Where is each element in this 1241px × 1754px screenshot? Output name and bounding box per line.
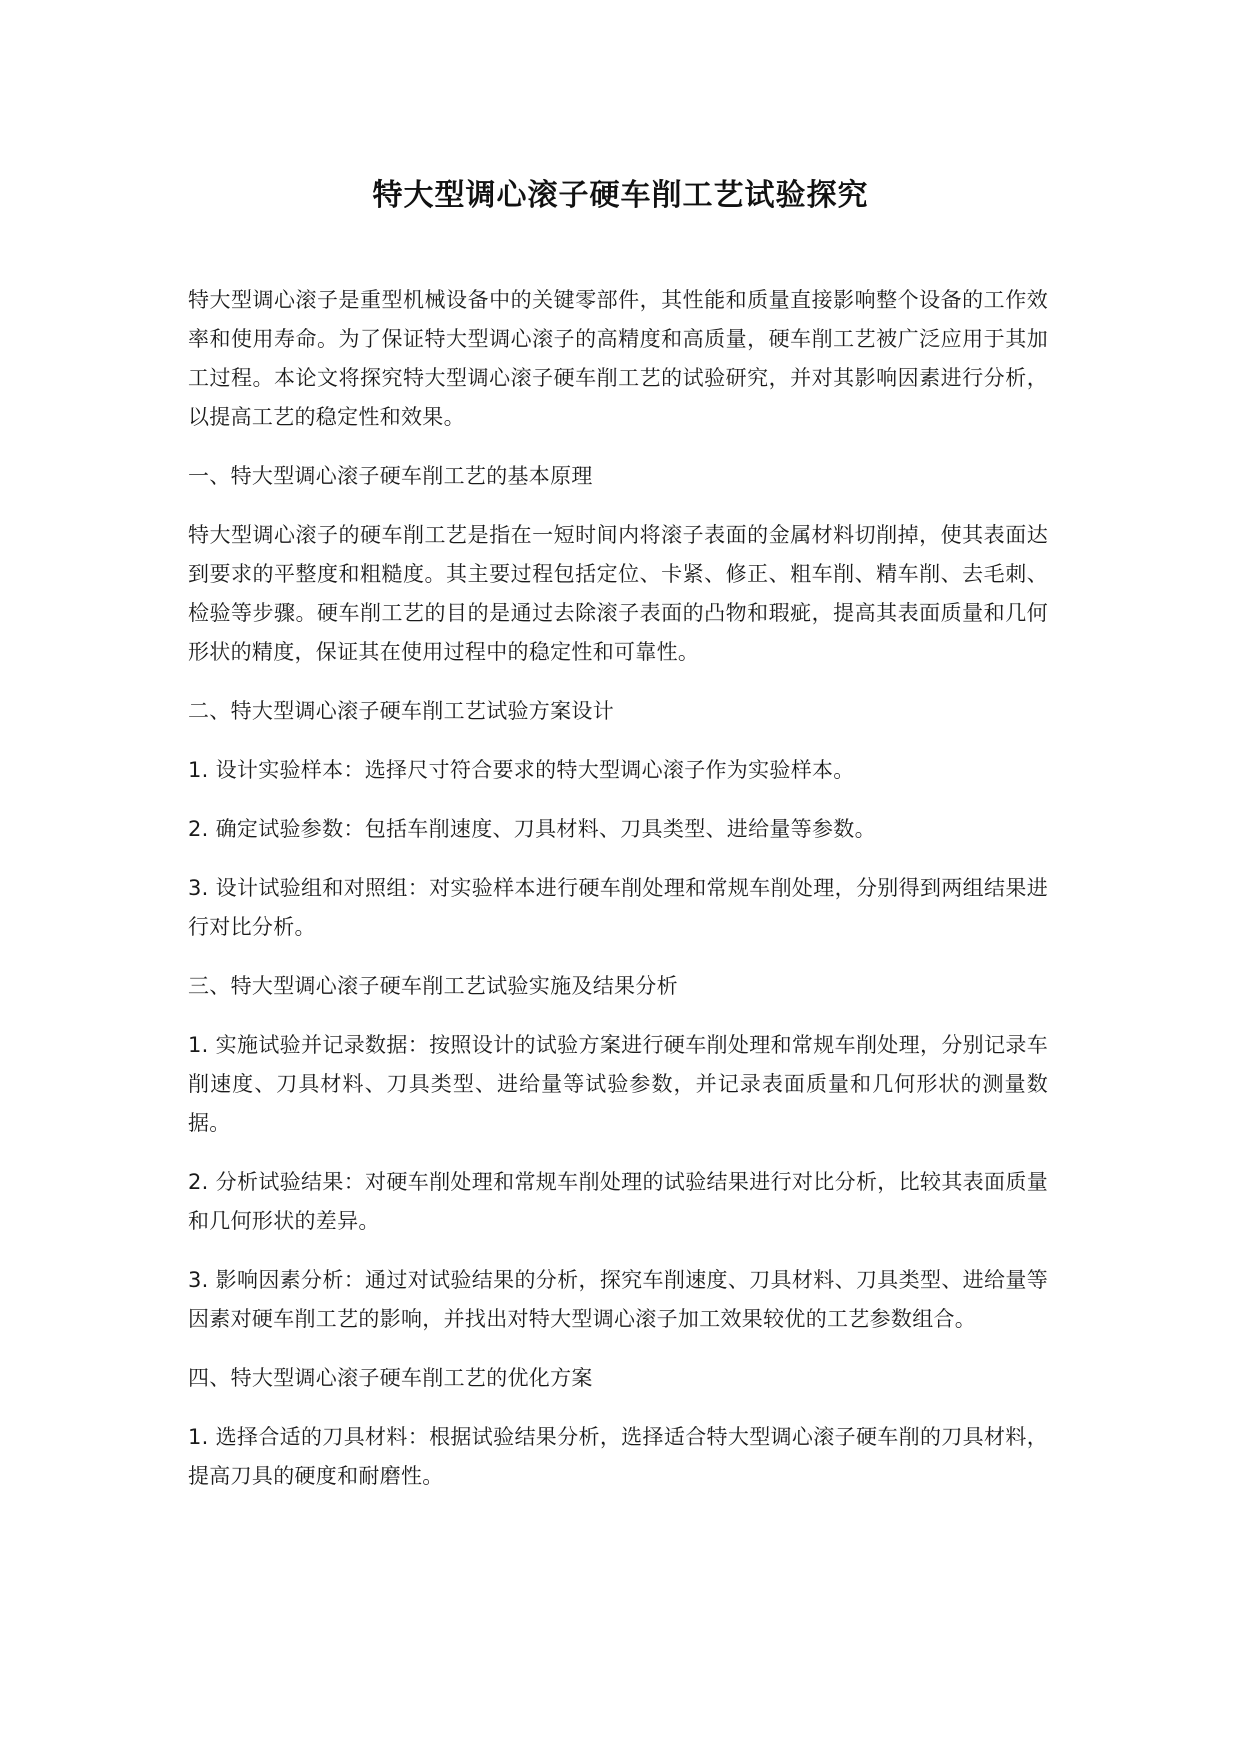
section-heading-2: 二、特大型调心滚子硬车削工艺试验方案设计: [188, 699, 614, 723]
document-title: 特大型调心滚子硬车削工艺试验探究: [372, 178, 869, 213]
section-heading-3: 三、特大型调心滚子硬车削工艺试验实施及结果分析: [188, 974, 678, 998]
list-item: 2. 分析试验结果：对硬车削处理和常规车削处理的试验结果进行对比分析，比较其表面质量和几何形状的差异。: [188, 1170, 1048, 1233]
list-item: 1. 实施试验并记录数据：按照设计的试验方案进行硬车削处理和常规车削处理，分别记录车削速度、刀具材料、刀具类型、进给量等试验参数，并记录表面质量和几何形状的测量数据。: [188, 1033, 1048, 1135]
list-item: 1. 选择合适的刀具材料：根据试验结果分析，选择适合特大型调心滚子硬车削的刀具材料，提高刀具的硬度和耐磨性。: [188, 1425, 1048, 1488]
section-heading-4: 四、特大型调心滚子硬车削工艺的优化方案: [188, 1366, 593, 1390]
document-body: [188, 281, 1048, 1516]
list-item: 3. 设计试验组和对照组：对实验样本进行硬车削处理和常规车削处理，分别得到两组结果进行对比分析。: [188, 876, 1048, 939]
list-item: 3. 影响因素分析：通过对试验结果的分析，探究车削速度、刀具材料、刀具类型、进给量等因素对硬车削工艺的影响，并找出对特大型调心滚子加工效果较优的工艺参数组合。: [188, 1268, 1048, 1331]
section-1-paragraph: 特大型调心滚子的硬车削工艺是指在一短时间内将滚子表面的金属材料切削掉，使其表面达到要求的平整度和粗糙度。其主要过程包括定位、卡紧、修正、粗车削、精车削、去毛刺、检验等步骤。硬车削工艺的目的是通过去除滚子表面的凸物和瑕疵，提高其表面质量和几何形状的精度，保证其在使用过程中的稳定性和可靠性。: [188, 523, 1048, 664]
section-heading-1: 一、特大型调心滚子硬车削工艺的基本原理: [188, 464, 593, 488]
list-item: 2. 确定试验参数：包括车削速度、刀具材料、刀具类型、进给量等参数。: [188, 817, 876, 841]
list-item: 1. 设计实验样本：选择尺寸符合要求的特大型调心滚子作为实验样本。: [188, 758, 855, 782]
intro-paragraph: 特大型调心滚子是重型机械设备中的关键零部件，其性能和质量直接影响整个设备的工作效率和使用寿命。为了保证特大型调心滚子的高精度和高质量，硬车削工艺被广泛应用于其加工过程。本论文将探究特大型调心滚子硬车削工艺的试验研究，并对其影响因素进行分析，以提高工艺的稳定性和效果。: [188, 288, 1048, 429]
